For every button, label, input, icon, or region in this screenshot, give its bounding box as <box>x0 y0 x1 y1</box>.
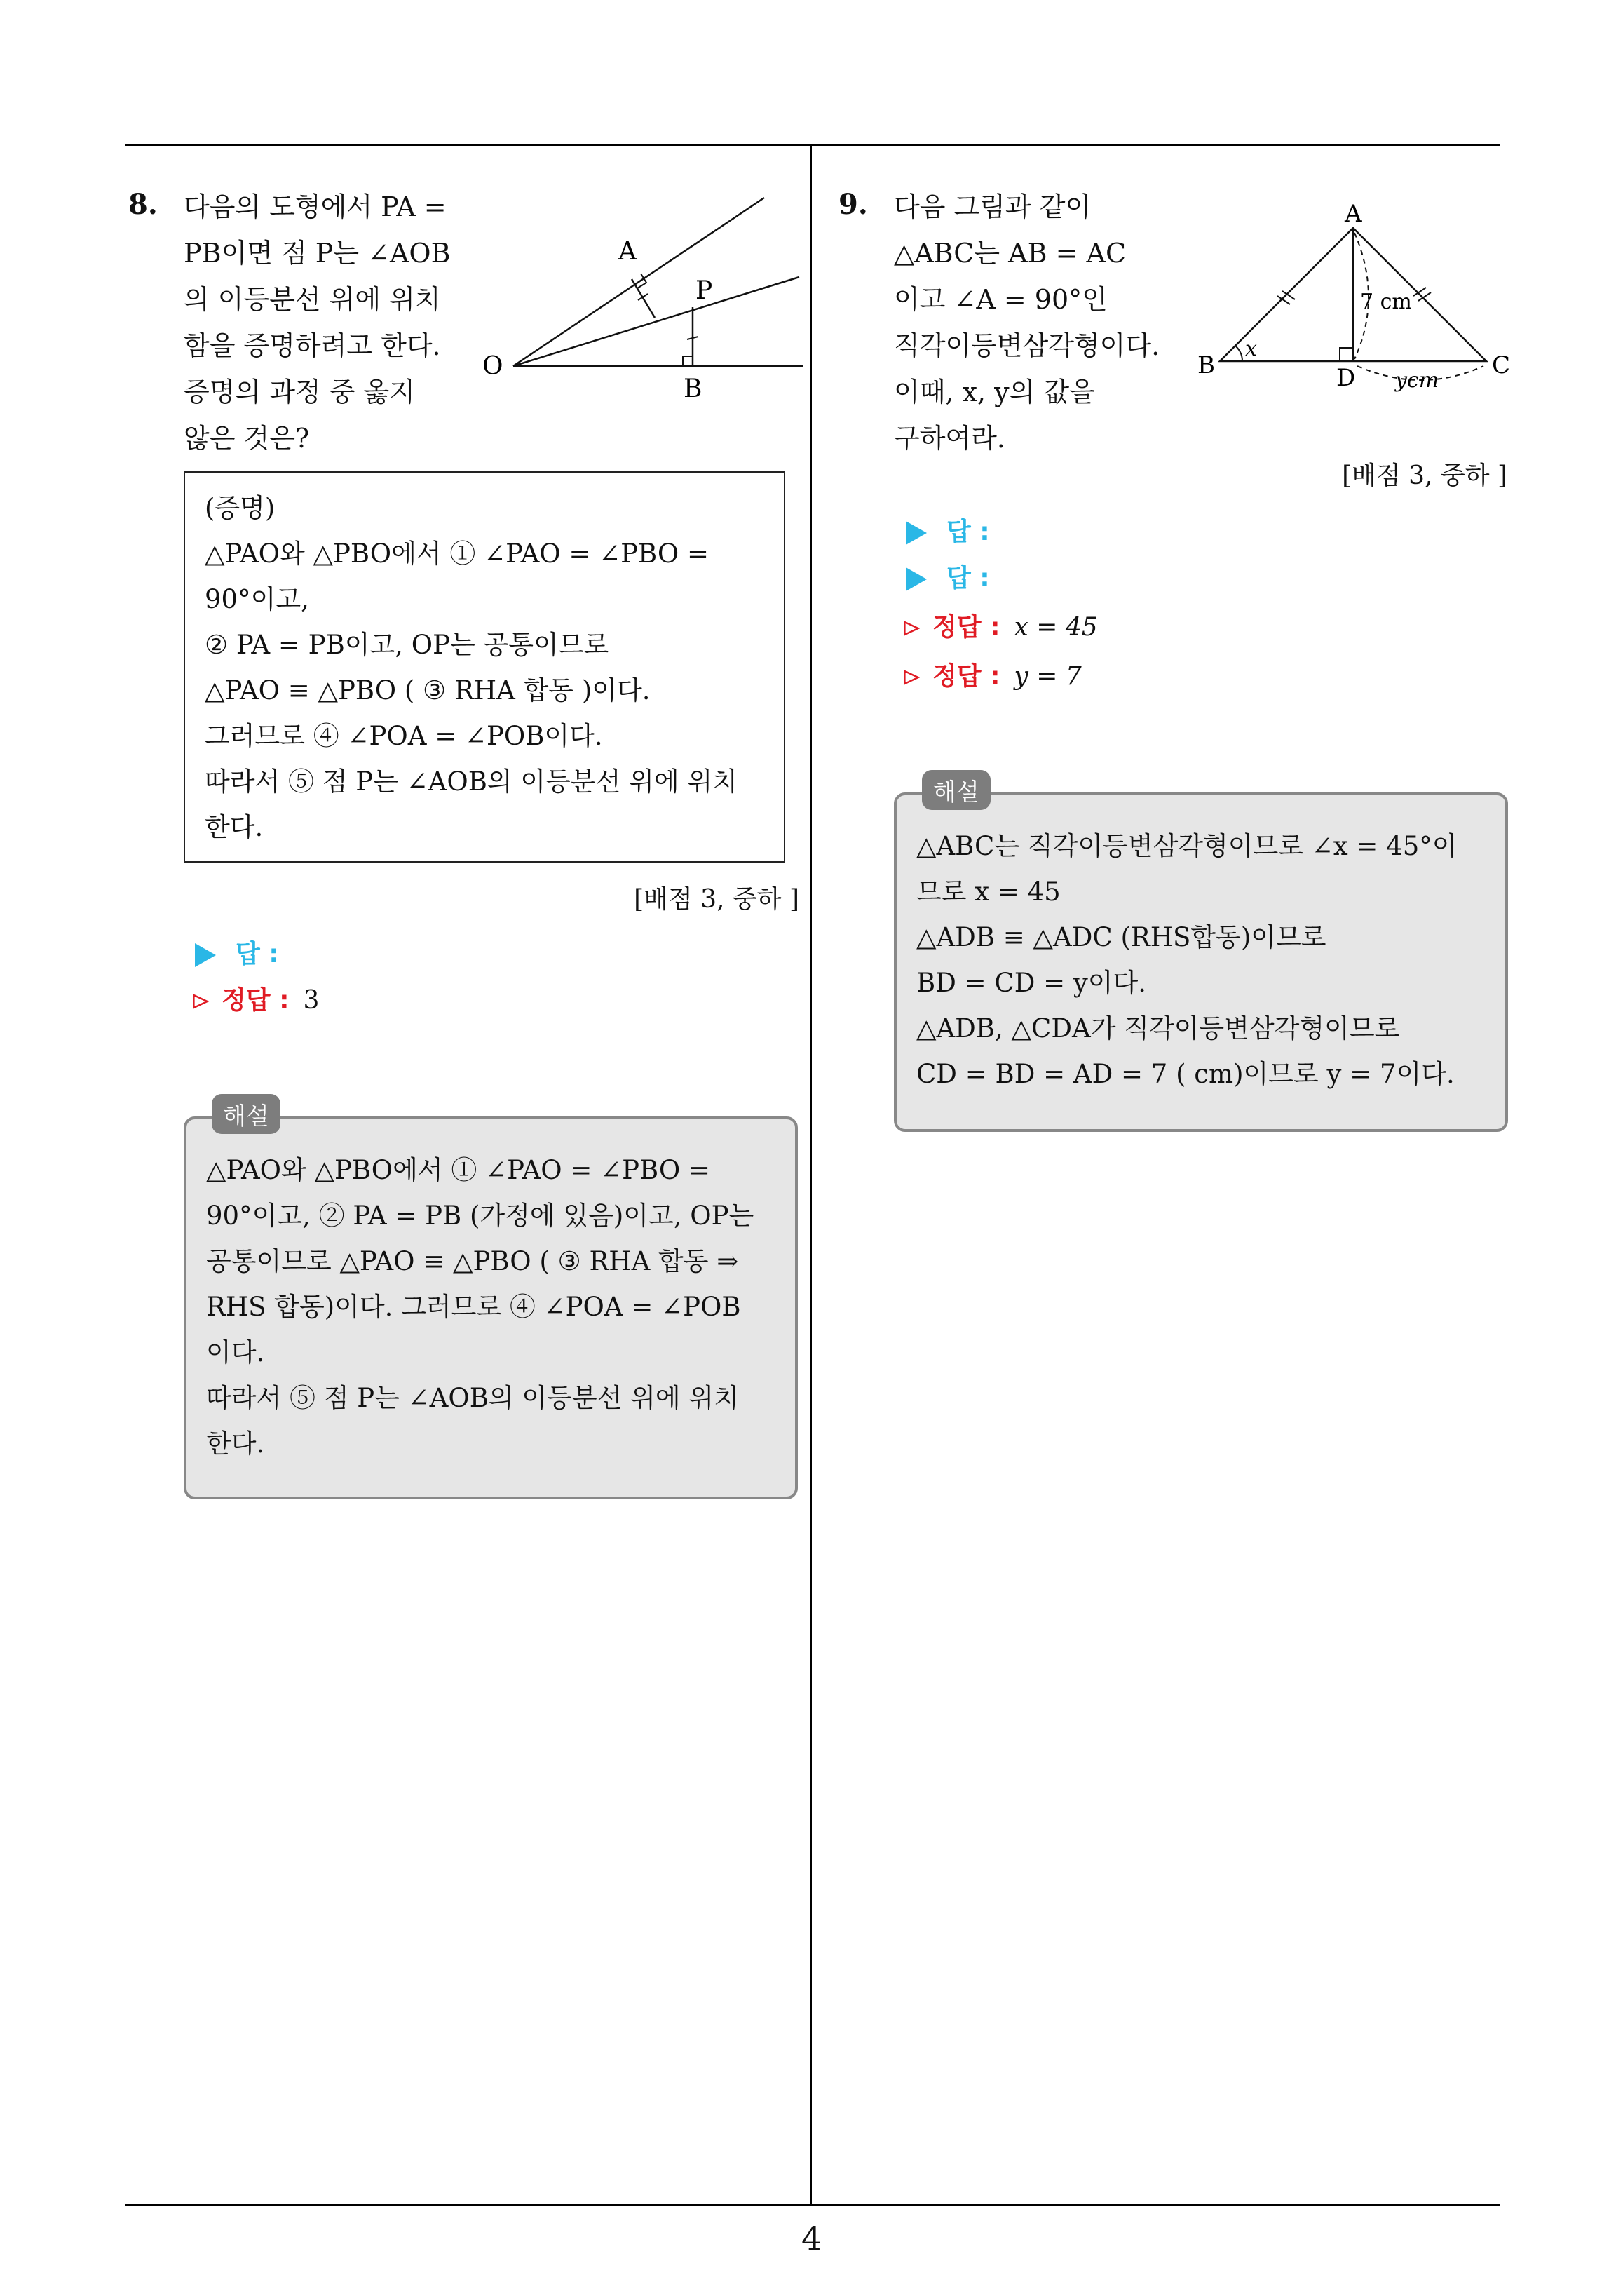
page-number: 4 <box>801 2220 822 2257</box>
label-b: B <box>684 374 702 403</box>
q8-figure <box>470 189 806 414</box>
explanation-line: RHS 합동)이다. 그러므로 ④ ∠POA = ∠POB <box>206 1292 741 1322</box>
explanation-line: △PAO와 △PBO에서 ① ∠PAO = ∠PBO = <box>206 1155 711 1185</box>
q9-text-line: 이고 ∠A = 90°인 <box>894 284 1108 315</box>
proof-line: △PAO ≡ △PBO ( ③ RHA 합동 )이다. <box>205 675 651 705</box>
proof-line: △PAO와 △PBO에서 ① ∠PAO = ∠PBO = <box>205 539 709 569</box>
label-o: O <box>482 352 503 381</box>
q8-text-line: 함을 증명하려고 한다. <box>184 330 441 361</box>
label-a: A <box>618 237 637 266</box>
q8-correct-row: 정답 : 3 <box>192 980 319 1016</box>
q8-text-line: 다음의 도형에서 PA = <box>184 191 447 222</box>
q9-text-line: △ABC는 AB = AC <box>894 238 1127 269</box>
right-angle-mark-d <box>1340 348 1353 361</box>
q8-explanation-tag: 해설 <box>212 1094 280 1134</box>
open-triangle-icon <box>903 620 920 637</box>
q9-correct-row-2: 정답 : y = 7 <box>903 656 1082 692</box>
label-ad-length: 7 cm <box>1360 290 1412 314</box>
q9-text-line: 구하여라. <box>894 423 1005 454</box>
q9-answer-row-1: 답 : <box>906 512 990 548</box>
explanation-line: 공통이므로 △PAO ≡ △PBO ( ③ RHA 합동 ⇒ <box>206 1246 739 1276</box>
q8-text-line: 않은 것은? <box>184 423 310 454</box>
ray-op <box>513 277 799 366</box>
q9-number: 9. <box>838 188 868 221</box>
explanation-line: △ABC는 직각이등변삼각형이므로 ∠x = 45°이 <box>916 831 1458 861</box>
open-triangle-icon <box>192 993 209 1010</box>
label-b: B <box>1197 351 1215 379</box>
top-rule <box>125 144 1500 146</box>
q8-number: 8. <box>128 188 158 221</box>
explanation-line: 므로 x = 45 <box>916 877 1061 907</box>
q9-correct-row-1: 정답 : x = 45 <box>903 607 1098 643</box>
open-triangle-icon <box>903 669 920 686</box>
q8-text-line: PB이면 점 P는 ∠AOB <box>184 238 451 269</box>
q8-text-line: 증명의 과정 중 옳지 <box>184 377 415 407</box>
explanation-line: CD = BD = AD = 7 ( cm)이므로 y = 7이다. <box>916 1059 1455 1089</box>
explanation-line: BD = CD = y이다. <box>916 968 1147 998</box>
q9-text-line: 다음 그림과 같이 <box>894 191 1092 222</box>
q8-explanation-box <box>184 1116 798 1499</box>
label-dc-length: ycm <box>1395 368 1439 393</box>
right-angle-mark-b <box>683 356 693 366</box>
explanation-line: 따라서 ⑤ 점 P는 ∠AOB의 이등분선 위에 위치 <box>206 1383 739 1413</box>
explanation-line: △ADB ≡ △ADC (RHS합동)이므로 <box>916 922 1326 952</box>
proof-line: 한다. <box>205 812 264 842</box>
q9-text-line: 이때, x, y의 값을 <box>894 377 1095 407</box>
ray-oa <box>513 198 764 366</box>
right-angle-mark-a <box>637 274 646 288</box>
proof-line: 따라서 ⑤ 점 P는 ∠AOB의 이등분선 위에 위치 <box>205 767 738 797</box>
q8-score: [배점 3, 중하 ] <box>634 885 799 914</box>
q9-text-line: 직각이등변삼각형이다. <box>894 330 1160 361</box>
q9-explanation-tag: 해설 <box>922 770 991 810</box>
filled-triangle-icon <box>195 943 216 967</box>
q9-explanation-box <box>894 792 1508 1132</box>
label-d: D <box>1336 364 1356 392</box>
explanation-line: 이다. <box>206 1337 265 1368</box>
q8-proof-box <box>184 471 785 863</box>
proof-line: 그러므로 ④ ∠POA = ∠POB이다. <box>205 721 603 751</box>
label-x: x <box>1245 337 1257 361</box>
proof-line: ② PA = PB이고, OP는 공통이므로 <box>205 630 609 660</box>
explanation-line: 한다. <box>206 1429 265 1459</box>
bottom-rule <box>125 2204 1500 2206</box>
column-divider <box>810 144 812 2206</box>
q9-score: [배점 3, 중하 ] <box>1342 461 1507 490</box>
q9-question-text <box>894 184 1174 461</box>
filled-triangle-icon <box>906 567 927 591</box>
label-c: C <box>1492 351 1511 379</box>
label-p: P <box>695 276 713 305</box>
q9-figure <box>1192 196 1514 400</box>
angle-arc-b <box>1235 346 1242 361</box>
proof-line: 90°이고, <box>205 584 309 614</box>
explanation-line: △ADB, △CDA가 직각이등변삼각형이므로 <box>916 1013 1400 1044</box>
label-a: A <box>1345 200 1362 228</box>
q9-answer-row-2: 답 : <box>906 558 990 594</box>
q8-question-text <box>184 184 457 461</box>
proof-line: (증명) <box>205 493 276 523</box>
q8-text-line: 의 이등분선 위에 위치 <box>184 284 441 315</box>
filled-triangle-icon <box>906 521 927 545</box>
explanation-line: 90°이고, ② PA = PB (가정에 있음)이고, OP는 <box>206 1201 754 1231</box>
q8-answer-row: 답 : <box>195 934 279 970</box>
